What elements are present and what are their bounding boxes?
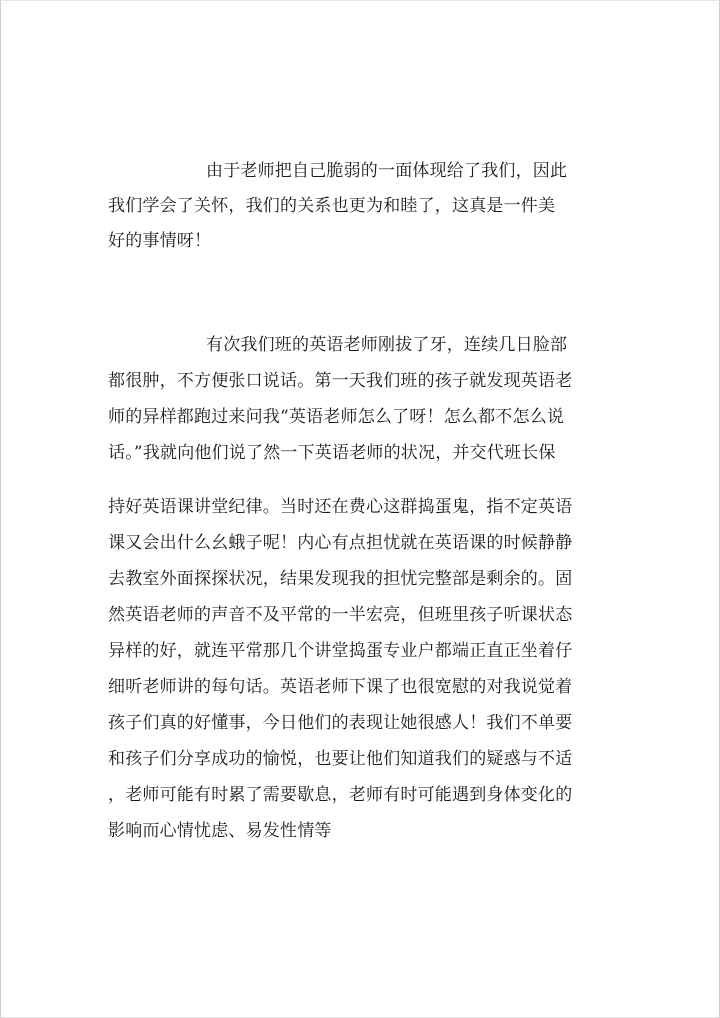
paragraph-line: 我们学会了关怀，我们的关系也更为和睦了，这真是一件美	[108, 196, 556, 216]
paragraph-line: 话。”我就向他们说了然一下英语老师的状况，并交代班长保	[108, 443, 556, 463]
paragraph-line: 持好英语课讲堂纪律。当时还在费心这群捣蛋鬼，指不定英语	[108, 497, 573, 517]
paragraph-line: 孩子们真的好懂事，今日他们的表现让她很感人！我们不单要	[108, 713, 573, 733]
paragraph-line: 异样的好，就连平常那几个讲堂捣蛋专业户都端正直正坐着仔	[108, 641, 573, 661]
paragraph-line: 由于老师把自己脆弱的一面体现给了我们，因此	[206, 161, 568, 181]
paragraph-line: 课又会出什么幺蛾子呢！内心有点担忧就在英语课的时候静静	[108, 533, 573, 553]
paragraph-line: 细听老师讲的每句话。英语老师下课了也很宽慰的对我说觉着	[108, 677, 573, 697]
paragraph-line: 都很肿，不方便张口说话。第一天我们班的孩子就发现英语老	[108, 371, 573, 391]
paragraph-line: 师的异样都跑过来问我“英语老师怎么了呀！怎么都不怎么说	[108, 407, 565, 427]
paragraph-line: 和孩子们分享成功的愉悦，也要让他们知道我们的疑惑与不适	[108, 749, 573, 769]
paragraph-line: 然英语老师的声音不及平常的一半宏亮，但班里孩子听课状态	[108, 605, 573, 625]
paragraph-line: 好的事情呀！	[108, 231, 212, 251]
paragraph-line: 有次我们班的英语老师刚拔了牙，连续几日脸部	[206, 335, 568, 355]
paragraph-line: 影响而心情忧虑、易发性情等	[108, 821, 332, 841]
paragraph-line: 去教室外面探探状况，结果发现我的担忧完整部是剩余的。固	[108, 569, 573, 589]
paragraph-line: ，老师可能有时累了需要歇息，老师有时可能遇到身体变化的	[108, 785, 573, 805]
